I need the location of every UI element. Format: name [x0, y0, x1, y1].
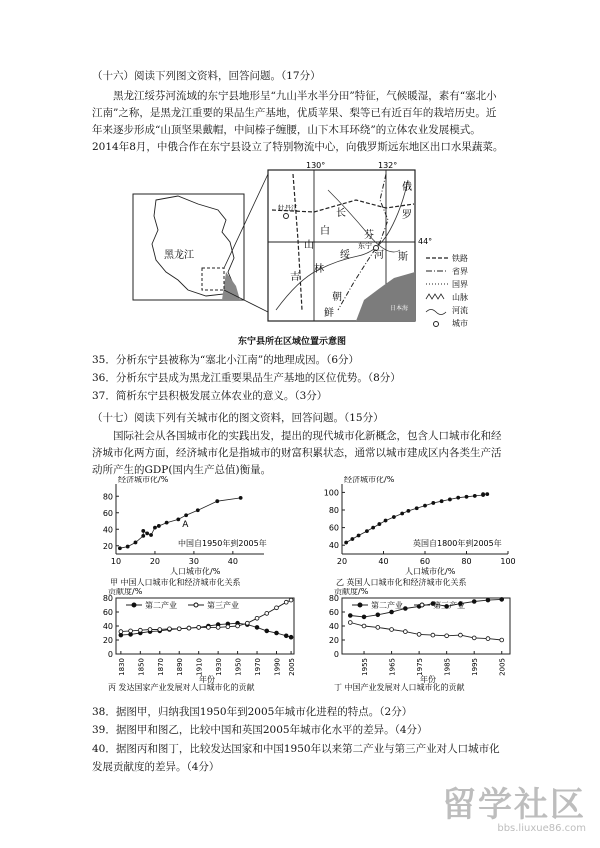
series-point-1 [362, 615, 366, 619]
y-tick-label: 100 [323, 488, 339, 498]
series-point-2 [275, 606, 279, 610]
y-tick-label: 20 [102, 636, 113, 645]
series-point-2 [177, 627, 181, 631]
label-mudanjiang: 牡丹江 [278, 204, 298, 212]
series-line-2 [350, 623, 501, 641]
data-point [392, 515, 396, 519]
trend-line [346, 494, 487, 542]
data-point [239, 496, 243, 500]
data-point [377, 522, 381, 526]
x-tick-label: 1975 [416, 658, 425, 676]
series-point-2 [348, 621, 352, 625]
series-point-1 [376, 613, 380, 617]
data-point [134, 541, 138, 545]
series-point-2 [129, 629, 133, 633]
data-point [344, 541, 348, 545]
y-tick-label: 40 [328, 541, 339, 551]
series-point-2 [216, 626, 220, 630]
x-tick-label: 1930 [215, 658, 224, 676]
y-tick-label: 60 [102, 608, 113, 617]
series-point-1 [486, 598, 490, 602]
legend-river: 河流 [452, 306, 468, 315]
x-tick-label: 60 [419, 557, 431, 566]
chart-title: 丁 中国产业发展对人口城市化的贡献 [334, 683, 465, 692]
map-char-lin: 林 [314, 264, 324, 275]
inset-sea [222, 272, 240, 300]
point-label-A: A [182, 519, 189, 530]
label-sea: 日本海 [390, 305, 409, 312]
series-point-1 [390, 610, 394, 614]
chart-ding [318, 588, 518, 706]
legend-marker-2 [420, 603, 424, 607]
legend-label-1: 第二产业 [145, 601, 177, 610]
x-tick-label: 1985 [443, 658, 452, 676]
legend-railway: 铁路 [452, 254, 468, 263]
x-tick-label: 2005 [288, 658, 297, 676]
series-point-1 [289, 635, 293, 639]
series-point-2 [403, 630, 407, 634]
series-point-2 [500, 638, 504, 642]
data-point [196, 508, 200, 512]
series-point-2 [187, 626, 191, 630]
x-tick-label: 1995 [471, 658, 480, 676]
series-point-2 [472, 636, 476, 640]
series-point-2 [197, 626, 201, 630]
y-tick-label: 80 [328, 594, 339, 603]
question-39: 39．据图甲和图乙，比较中国和英国2005年城市化水平的差异。（4分） [92, 724, 428, 736]
x-tick-label: 1830 [117, 658, 126, 676]
data-point [456, 496, 460, 500]
x-tick-label: 40 [378, 557, 389, 566]
data-point [165, 521, 169, 525]
data-point [431, 501, 435, 505]
map-char-luo: 罗 [402, 210, 412, 221]
map-char-ji: 吉 [290, 272, 300, 283]
data-point [141, 529, 145, 533]
legend-province-border: 省界 [452, 267, 468, 276]
lat-label-44: 44° [418, 237, 433, 246]
y-tick-label: 40 [328, 622, 339, 631]
series-point-1 [472, 600, 476, 604]
series-point-2 [226, 625, 230, 629]
data-point [141, 534, 145, 538]
legend-marker-2 [194, 603, 198, 607]
y-axis-label: 贡献度/% [108, 588, 143, 596]
x-tick-label: 1850 [137, 658, 146, 676]
map-char-si: 斯 [398, 252, 408, 263]
data-point [118, 546, 122, 550]
map-legend [426, 253, 468, 328]
series-point-2 [417, 633, 421, 637]
x-axis-label: 人口城市化/% [170, 567, 221, 576]
series-point-2 [148, 628, 152, 632]
x-tick-label: 1965 [388, 658, 397, 676]
series-point-2 [459, 633, 463, 637]
y-tick-label: 40 [102, 525, 113, 535]
series-point-2 [255, 616, 259, 620]
y-tick-label: 80 [328, 506, 339, 515]
data-point [365, 529, 369, 533]
x-tick-label: 80 [461, 557, 472, 566]
location-map [118, 160, 498, 346]
x-tick-label: 1910 [195, 658, 204, 676]
x-tick-label: 1890 [176, 658, 185, 676]
legend-mountain: 山脉 [452, 293, 468, 302]
data-point [357, 534, 361, 538]
data-point [415, 506, 419, 510]
series-point-1 [275, 631, 279, 635]
map-char-e: 俄 [402, 182, 412, 193]
legend-city: 城市 [452, 319, 468, 328]
map-char-chao: 朝 [332, 292, 342, 303]
y-tick-label: 20 [328, 636, 339, 645]
series-point-1 [255, 626, 259, 630]
x-axis-label: 年份 [420, 675, 436, 684]
question-40: 40．据图丙和图丁，比较发达国家和中国1950年以来第二产业与第三产业对人口城市化发展贡献度的差异。（4分） [92, 743, 500, 773]
map-char-he: 河 [374, 250, 384, 261]
watermark-logo: 留学社区 [442, 785, 586, 825]
series-point-2 [119, 630, 123, 634]
data-point [400, 512, 404, 516]
y-tick-label: 0 [333, 650, 339, 659]
data-point [481, 492, 485, 496]
series-point-1 [265, 629, 269, 633]
series-point-2 [168, 627, 172, 631]
series-point-2 [236, 624, 240, 628]
y-tick-label: 0 [107, 650, 113, 659]
heilongjiang-outline [152, 196, 234, 296]
legend-label-1: 第二产业 [371, 601, 403, 610]
data-point [440, 499, 444, 503]
y-tick-label: 40 [102, 622, 113, 631]
data-point [371, 526, 375, 530]
lon-label-132: 132° [378, 161, 398, 170]
question-38: 38．据图甲，归纳我国1950年到2005年城市化进程的特点。（2分） [92, 706, 413, 718]
x-tick-label: 20 [336, 557, 348, 566]
data-point [473, 494, 477, 498]
data-point [448, 498, 452, 502]
y-tick-label: 80 [102, 492, 113, 502]
data-point [157, 524, 161, 528]
map-char-sui: 绥 [340, 250, 350, 261]
series-point-2 [245, 621, 249, 625]
series-point-2 [445, 634, 449, 638]
series-point-1 [348, 614, 352, 618]
data-point [215, 499, 219, 503]
x-tick-label: 1950 [234, 658, 243, 676]
x-tick-label: 1970 [254, 658, 263, 676]
connector-line-2 [224, 290, 268, 312]
chart-title: 甲 中国人口城市化和经济城市化关系 [110, 578, 241, 587]
x-tick-label: 1870 [156, 658, 165, 676]
data-point [176, 517, 180, 521]
series-point-2 [289, 598, 293, 602]
series-point-2 [376, 626, 380, 630]
series-point-2 [284, 600, 288, 604]
map-char-fen: 芬 [364, 230, 374, 241]
x-tick-label: 40 [227, 557, 238, 566]
x-tick-label: 10 [110, 557, 122, 566]
series-point-2 [431, 633, 435, 637]
x-tick-label: 100 [500, 557, 516, 566]
inset-target-box [202, 268, 224, 290]
series-point-1 [403, 607, 407, 611]
chart-title: 丙 发达国家产业发展对人口城市化的贡献 [108, 683, 255, 692]
series-point-2 [486, 637, 490, 641]
x-tick-label: 20 [149, 557, 161, 566]
question-35: 35．分析东宁县被称为“塞北小江南”的地理成因。（6分） [92, 354, 360, 366]
watermark-url: bbs.liuxue86.com [497, 823, 586, 834]
plot-frame [116, 598, 294, 654]
map-char-chang: 长 [336, 208, 346, 219]
data-point [153, 526, 157, 530]
chart-annotation: 中国自1950年到2005年 [178, 539, 267, 548]
y-tick-label: 60 [328, 608, 339, 617]
label-dongning: 东宁 [358, 242, 372, 250]
x-tick-label: 1990 [273, 658, 282, 676]
data-point [384, 519, 388, 523]
map-char-bai: 白 [320, 226, 330, 237]
data-point [149, 533, 153, 537]
q16-header: （十六）阅读下列图文资料，回答问题。（17分） [92, 70, 321, 82]
y-tick-label: 20 [102, 541, 113, 551]
series-point-2 [138, 628, 142, 632]
lon-label-130: 130° [306, 161, 326, 170]
series-point-1 [500, 598, 504, 602]
city-mudanjiang [284, 214, 289, 219]
chart-annotation: 英国自1800年到2005年 [413, 539, 502, 548]
y-axis-label: 经济城市化/% [118, 476, 169, 484]
y-tick-label: 60 [328, 523, 339, 533]
data-point [184, 513, 188, 517]
chart-jia [92, 476, 302, 588]
data-point [485, 492, 489, 496]
y-tick-label: 80 [102, 594, 113, 603]
series-point-2 [390, 628, 394, 632]
y-axis-label: 经济城市化/% [344, 476, 395, 484]
data-point [350, 537, 354, 541]
series-point-2 [265, 612, 269, 616]
legend-national-border: 国界 [452, 280, 468, 289]
data-point [407, 509, 411, 513]
series-point-2 [207, 626, 211, 630]
question-37: 37．简析东宁县积极发展立体农业的意义。（3分） [92, 390, 328, 402]
x-tick-label: 1955 [361, 658, 370, 676]
map-char-xian: 鲜 [324, 308, 334, 319]
q17-body: 国际社会从各国城市化的实践出发，提出的现代城市化新概念，包含人口城市化和经济城市化两方面，经济城市化是指城市的财富积累状态，通常以城市建成区内各类生产活动所产生的GDP(国内生产总值)衡量。 [92, 430, 502, 476]
legend-marker-1 [132, 603, 136, 607]
x-axis-label: 年份 [199, 675, 215, 684]
x-tick-label: 30 [188, 557, 199, 566]
q17-header: （十七）阅读下列有关城市化的图文资料，回答问题。（15分） [92, 412, 384, 424]
series-point-1 [284, 634, 288, 638]
map-caption: 东宁县所在区域位置示意图 [238, 337, 347, 347]
y-tick-label: 60 [102, 508, 113, 518]
data-point [423, 504, 427, 508]
question-36: 36．分析东宁县成为黑龙江重要果品生产基地的区位优势。（8分） [92, 372, 401, 384]
data-point [126, 545, 130, 549]
data-point [145, 531, 149, 535]
map-char-shan: 山 [304, 240, 314, 251]
legend-label-2: 第三产业 [433, 601, 465, 610]
q16-body: 黑龙江绥芬河流域的东宁县地形呈“九山半水半分田”特征，气候暖湿，素有“塞北小江南”之称，是黑龙江重要的果品生产基地，优质苹果、梨等已有近百年的栽培历史。近年来逐步形成“山顶坚果戴帽，中间榛子缠腰，山下木耳环绕”的立体农业发展模式。2014年8月，中俄合作在东宁县设立了特别物流中心，向俄罗斯远东地区出口水果蔬菜。 [92, 90, 504, 153]
connector-line-1 [224, 174, 268, 268]
series-point-2 [362, 624, 366, 628]
x-tick-label: 2005 [498, 658, 507, 676]
chart-title: 乙 英国人口城市化和经济城市化关系 [336, 578, 467, 587]
chart-bing [92, 588, 302, 706]
inset-label: 黑龙江 [164, 250, 194, 261]
x-axis-label: 人口城市化/% [405, 567, 456, 576]
chart-yi [318, 476, 518, 588]
series-point-2 [158, 628, 162, 632]
watermark [442, 787, 586, 834]
legend-label-2: 第三产业 [207, 601, 239, 610]
legend-marker-1 [358, 603, 362, 607]
y-axis-label: 贡献度/% [334, 588, 369, 596]
data-point [465, 495, 469, 499]
